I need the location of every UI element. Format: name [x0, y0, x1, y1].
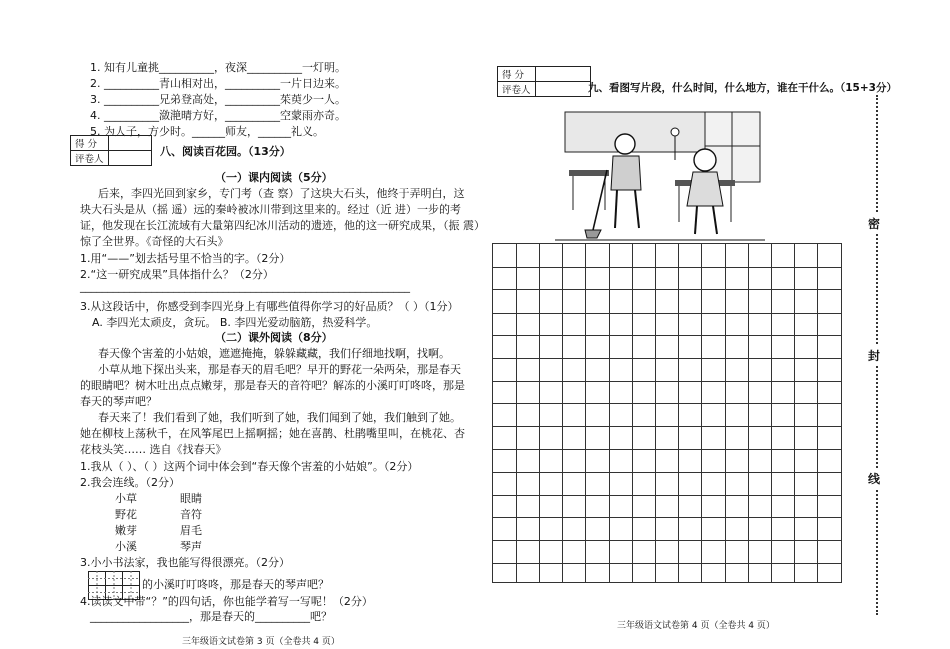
q1-line-3: 3.从这段话中，你感受到李四光身上有哪些值得你学习的好品质？（ ）（1分） [80, 300, 459, 313]
match-left-1[interactable]: 小草 [115, 492, 137, 505]
q4-fill-line[interactable]: __________________，那是春天的__________吧？ [90, 610, 332, 623]
grader-label: 评卷人 [498, 82, 536, 97]
reading1-title: （一）课内阅读（5分） [215, 171, 333, 184]
q2-line-2: 2.我会连线。（2分） [80, 476, 180, 489]
score-label: 得 分 [498, 67, 536, 82]
section8-title: 八、阅读百花园。（13分） [160, 145, 291, 158]
reading2-line-3: 的眼睛吧？树木吐出点点嫩芽，那是春天的音符吧？解冻的小溪叮叮咚咚，那是 [80, 379, 465, 392]
q1-line-2: 2.“这一研究成果”具体指什么？（2分） [80, 268, 274, 281]
q3-copy-text: 的小溪叮叮咚咚，那是春天的琴声吧？ [142, 578, 329, 591]
fill-line-3: 3. __________兄弟登高处，__________茱萸少一人。 [90, 93, 346, 106]
footer-right: 三年级语文试卷第 4 页（全卷共 4 页） [617, 621, 775, 631]
composition-writing-grid[interactable] [492, 243, 842, 583]
score-box-right [497, 66, 591, 97]
score-box-left [70, 135, 152, 166]
match-right-2[interactable]: 音符 [180, 508, 202, 521]
grader-label: 评卷人 [71, 151, 109, 166]
match-left-2[interactable]: 野花 [115, 508, 137, 521]
fill-line-4: 4. __________潋滟晴方好，__________空蒙雨亦奇。 [90, 109, 346, 122]
reading2-line-1: 春天像个害羞的小姑娘，遮遮掩掩，躲躲藏藏，我们仔细地找啊，找啊。 [98, 347, 450, 360]
match-right-4[interactable]: 琴声 [180, 540, 202, 553]
q3-line: 3.小小书法家，我也能写得很漂亮。（2分） [80, 556, 290, 569]
match-right-3[interactable]: 眉毛 [180, 524, 202, 537]
classroom-cleaning-illustration [555, 110, 765, 242]
reading2-title: （二）课外阅读（8分） [215, 331, 333, 344]
footer-left: 三年级语文试卷第 3 页（全卷共 4 页） [182, 637, 340, 647]
score-cell[interactable] [535, 67, 590, 82]
reading1-line-1: 后来，李四光回到家乡，专门考（查 察）了这块大石头，他终于弄明白，这 [98, 187, 465, 200]
reading1-line-4: 惊了全世界。《奇怪的大石头》 [80, 235, 229, 248]
match-left-3[interactable]: 嫩芽 [115, 524, 137, 537]
fill-line-2: 2. __________青山相对出，__________一片日边来。 [90, 77, 346, 90]
q1-answer-line[interactable]: ____________________________________________________________ [80, 280, 410, 293]
reading1-line-2: 块大石头是从（摇 遥）远的秦岭被冰川带到这里来的。经过（近 进）一步的考 [80, 203, 461, 216]
reading2-line-5: 春天来了！我们看到了她，我们听到了她，我们闻到了她，我们触到了她。 [98, 411, 461, 424]
seal-char-1: 密 [868, 213, 880, 234]
reading2-line-6: 她在柳枝上荡秋千，在风筝尾巴上摇啊摇；她在喜鹊、杜鹃嘴里叫，在桃花、杏 [80, 427, 465, 440]
q4-line: 4.读读文中带“？”的四句话，你也能学着写一写呢！（2分） [80, 595, 373, 608]
reading1-line-3: 证，他发现在长江流域有大量第四纪冰川活动的遗迹，他的这一研究成果，（振 震） [80, 219, 485, 232]
fill-line-1: 1. 知有儿童挑__________，夜深__________一灯明。 [90, 61, 346, 74]
q1-line-1: 1.用“——”划去括号里不恰当的字。（2分） [80, 252, 291, 265]
q1-options: A. 李四光太顽皮，贪玩。 B. 李四光爱动脑筋，热爱科学。 [92, 316, 378, 329]
reading2-line-4: 春天的琴声吧？ [80, 395, 157, 408]
grader-cell[interactable] [535, 82, 590, 97]
seal-char-2: 封 [868, 345, 880, 366]
grader-cell[interactable] [108, 151, 151, 166]
match-right-1[interactable]: 眼睛 [180, 492, 202, 505]
score-label: 得 分 [71, 136, 109, 151]
section9-title: 九、看图写片段，什么时间，什么地方，谁在干什么。（15+3分） [588, 82, 897, 94]
q2-line-1: 1.我从（ ）、（ ）这两个词中体会到“春天像个害羞的小姑娘”。（2分） [80, 460, 419, 473]
fill-line-5: 5. 为人子，方少时。______师友，______礼义。 [90, 125, 324, 138]
reading2-line-7: 花枝头笑…… 选自《找春天》 [80, 443, 227, 456]
seal-char-3: 线 [868, 468, 880, 489]
match-left-4[interactable]: 小溪 [115, 540, 137, 553]
reading2-line-2: 小草从地下探出头来，那是春天的眉毛吧？早开的野花一朵两朵，那是春天 [98, 363, 461, 376]
score-cell[interactable] [108, 136, 151, 151]
